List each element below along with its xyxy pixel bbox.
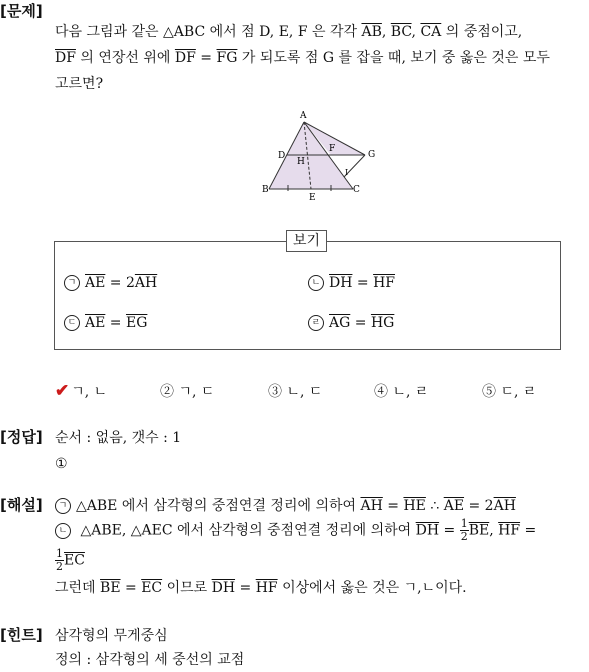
hint-line-2: 정의 : 삼각형의 세 중선의 교점 xyxy=(55,652,245,668)
explanation-line-2 xyxy=(55,518,536,543)
equals: = xyxy=(382,498,404,514)
problem-text: 다음 그림과 같은 △ABC 에서 점 D, E, F 은 각각 xyxy=(55,24,362,40)
problem-line-1 xyxy=(55,20,522,44)
explanation-line-4 xyxy=(55,576,467,600)
label-e: E xyxy=(309,193,316,203)
explanation-line-1 xyxy=(55,494,516,518)
option-op: = xyxy=(350,315,371,331)
equals: = xyxy=(520,522,537,539)
denominator: 2 xyxy=(460,530,468,543)
segment: $\overline{AH}$ xyxy=(493,498,516,514)
option-lhs: $\overline{AE}$ xyxy=(85,275,106,291)
choice-number: ④ xyxy=(374,384,388,400)
answer-label: [정답] xyxy=(0,428,43,446)
choice-number: ③ xyxy=(268,384,282,400)
option-mark: ㄱ xyxy=(64,275,80,291)
equals: = 2 xyxy=(464,498,494,514)
label-c: C xyxy=(353,185,360,195)
segment: $\overline{HF}$ xyxy=(498,522,521,539)
option-lhs: $\overline{AE}$ xyxy=(85,315,106,331)
label-d: D xyxy=(278,151,286,161)
choice-text: ㄴ, ㄷ xyxy=(286,384,323,400)
denominator: 2 xyxy=(56,560,63,573)
option-lhs: $\overline{AG}$ xyxy=(329,315,351,331)
option-mark: ㄹ xyxy=(308,315,324,331)
segment: $\overline{HF}$ xyxy=(255,580,278,596)
segment: $\overline{EC}$ xyxy=(141,580,163,596)
choice-number: ② xyxy=(160,384,174,400)
answer-line-2: ① xyxy=(55,456,68,472)
equals: = xyxy=(195,50,217,66)
numerator: 1 xyxy=(460,517,468,530)
explanation-text: 그런데 xyxy=(55,580,101,596)
fraction xyxy=(55,548,64,573)
option-1 xyxy=(64,271,157,295)
option-rhs: $\overline{HG}$ xyxy=(370,315,395,331)
choice-number: ⑤ xyxy=(482,384,496,400)
problem-line-3: 고르면? xyxy=(55,76,104,92)
option-op: = 2 xyxy=(105,275,135,291)
option-mark: ㄴ xyxy=(308,275,324,291)
explanation-text: △ABE 에서 삼각형의 중점연결 정리에 의하여 xyxy=(76,498,361,514)
choice-2[interactable] xyxy=(160,381,214,401)
segment: $\overline{EC}$ xyxy=(64,552,85,569)
label-b: B xyxy=(262,185,269,195)
problem-label: [문제] xyxy=(0,2,43,20)
option-rhs: $\overline{HF}$ xyxy=(373,275,396,291)
numerator: 1 xyxy=(56,547,63,560)
triangle-figure xyxy=(255,105,395,205)
explanation-line-3 xyxy=(55,548,85,573)
explanation-text: 이므로 xyxy=(162,580,212,596)
choice-text: ㄱ, ㄷ xyxy=(178,384,215,400)
segment: $\overline{DH}$ xyxy=(211,580,236,596)
choice-5[interactable] xyxy=(482,381,536,401)
option-3 xyxy=(64,311,147,335)
problem-text: 의 연장선 위에 xyxy=(75,50,175,66)
option-rhs: $\overline{AH}$ xyxy=(134,275,158,291)
segment-df: $\overline{DF}$ xyxy=(174,50,196,66)
segment-ca: $\overline{CA}$ xyxy=(420,24,442,40)
label-h: H xyxy=(297,157,305,167)
option-op: = xyxy=(352,275,374,291)
option-rhs: $\overline{EG}$ xyxy=(125,315,148,331)
fraction xyxy=(460,518,469,543)
problem-text: 가 되도록 점 G 를 잡을 때, 보기 중 옳은 것은 모두 xyxy=(237,50,550,66)
choice-1[interactable] xyxy=(55,381,107,401)
options-box-title: 보기 xyxy=(286,230,327,252)
label-g: G xyxy=(368,150,376,160)
choice-text: ㄷ, ㄹ xyxy=(500,384,537,400)
segment: $\overline{BE}$ xyxy=(100,580,121,596)
segment-ab: $\overline{AB}$ xyxy=(361,24,382,40)
segment: $\overline{AE}$ xyxy=(443,498,465,514)
segment-bc: $\overline{BC}$ xyxy=(390,24,412,40)
mark-nieun: ㄴ xyxy=(55,523,71,539)
therefore-symbol: ∴ xyxy=(425,498,444,514)
choice-3[interactable] xyxy=(268,381,322,401)
option-mark: ㄷ xyxy=(64,315,80,331)
separator: , xyxy=(381,24,391,40)
separator: , xyxy=(489,522,499,539)
segment-df: $\overline{DF}$ xyxy=(55,50,76,66)
equals: = xyxy=(439,522,460,539)
segment: $\overline{AH}$ xyxy=(360,498,383,514)
segment: $\overline{BE}$ xyxy=(468,522,490,539)
separator: , xyxy=(411,24,421,40)
equals: = xyxy=(120,580,142,596)
label-i: I xyxy=(345,168,349,177)
explanation-label: [해설] xyxy=(0,496,43,514)
label-f: F xyxy=(329,144,336,154)
choice-4[interactable] xyxy=(374,381,428,401)
explanation-text: △ABE, △AEC 에서 삼각형의 중점연결 정리에 의하여 xyxy=(76,522,416,539)
option-4 xyxy=(308,311,394,335)
equals: = xyxy=(235,580,256,596)
hint-label: [힌트] xyxy=(0,626,43,644)
answer-line-1: 순서 : 없음, 갯수 : 1 xyxy=(55,430,182,446)
segment: $\overline{DH}$ xyxy=(415,522,440,539)
mark-giyeok: ㄱ xyxy=(55,498,71,514)
segment: $\overline{HE}$ xyxy=(403,498,426,514)
checkmark-icon: ✔ xyxy=(55,381,70,401)
hint-line-1: 삼각형의 무게중심 xyxy=(55,628,168,644)
problem-line-2 xyxy=(55,46,550,70)
segment-fg: $\overline{FG}$ xyxy=(216,50,238,66)
label-a: A xyxy=(300,111,307,121)
option-2 xyxy=(308,271,395,295)
choice-text: ㄱ, ㄴ xyxy=(71,384,108,400)
option-op: = xyxy=(105,315,126,331)
choice-text: ㄴ, ㄹ xyxy=(392,384,429,400)
explanation-text: 이상에서 옳은 것은 ㄱ,ㄴ이다. xyxy=(277,580,467,596)
option-lhs: $\overline{DH}$ xyxy=(329,275,353,291)
problem-text: 의 중점이고, xyxy=(441,24,523,40)
